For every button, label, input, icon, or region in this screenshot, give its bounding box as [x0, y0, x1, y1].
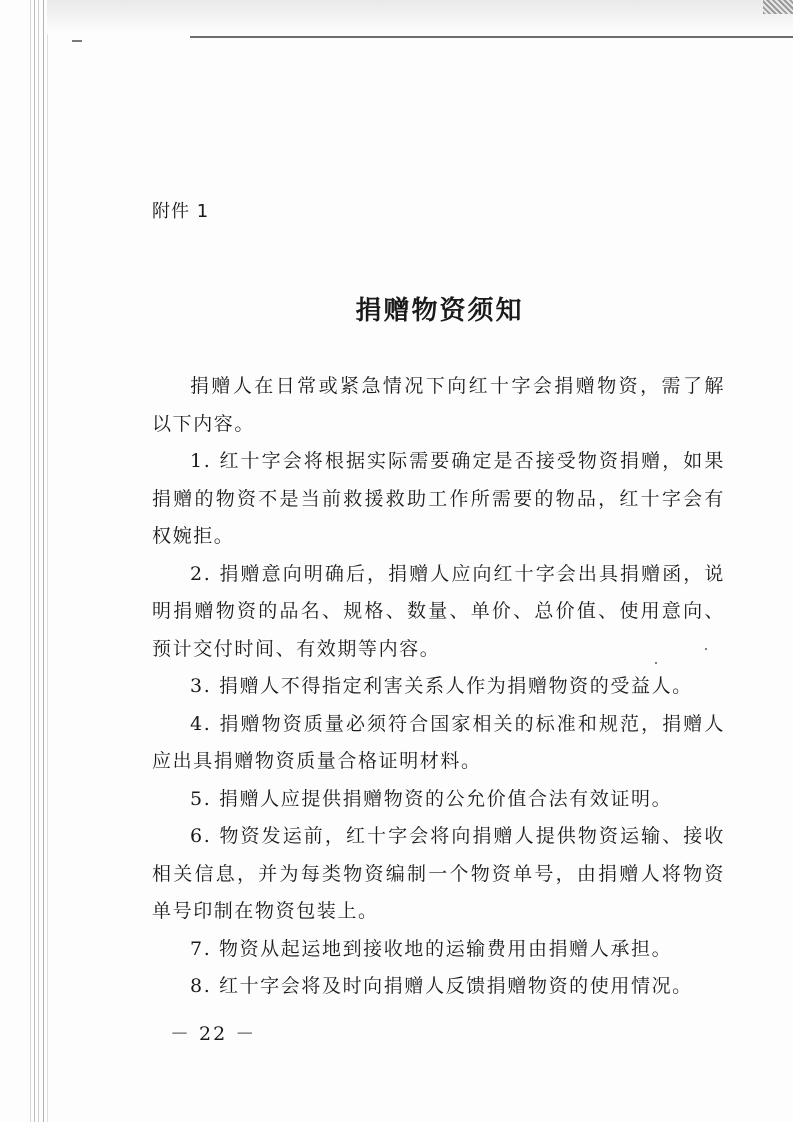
item-paragraph-1: 1. 红十字会将根据实际需要确定是否接受物资捐赠，如果捐赠的物资不是当前救援救助工作所需要的物品，红十字会有权婉拒。: [152, 450, 725, 547]
scan-speck: [655, 662, 657, 664]
paper-edge: [30, 0, 31, 1122]
intro-paragraph: 捐赠人在日常或紧急情况下向红十字会捐赠物资，需了解以下内容。: [152, 375, 725, 435]
scan-shadow: [47, 0, 793, 34]
document-body: [152, 368, 725, 1006]
scan-speck: [705, 648, 707, 650]
scan-top-mark: [72, 40, 82, 42]
item-paragraph-4: 4. 捐赠物资质量必须符合国家相关的标准和规范，捐赠人应出具捐赠物资质量合格证明材料。: [152, 712, 725, 772]
scan-top-line: [190, 36, 793, 38]
page-number: － 22 －: [170, 1023, 257, 1045]
scan-corner-mark: [763, 0, 793, 14]
attachment-label: 附件 1: [152, 201, 210, 222]
paper-edge: [47, 0, 48, 1122]
item-paragraph-8: 8. 红十字会将及时向捐赠人反馈捐赠物资的使用情况。: [190, 975, 693, 997]
paper-edge: [43, 0, 44, 1122]
paper-edge: [34, 0, 35, 1122]
paper-edge: [38, 0, 39, 1122]
item-paragraph-6: 6. 物资发运前，红十字会将向捐赠人提供物资运输、接收相关信息，并为每类物资编制一个物资单号，由捐赠人将物资单号印制在物资包装上。: [152, 825, 725, 922]
item-paragraph-2: 2. 捐赠意向明确后，捐赠人应向红十字会出具捐赠函，说明捐赠物资的品名、规格、数量、单价、总价值、使用意向、预计交付时间、有效期等内容。: [152, 562, 725, 660]
document-title: 捐赠物资须知: [355, 296, 524, 326]
item-paragraph-7: 7. 物资从起运地到接收地的运输费用由捐赠人承担。: [190, 937, 673, 960]
item-paragraph-3: 3. 捐赠人不得指定利害关系人作为捐赠物资的受益人。: [190, 675, 693, 697]
item-paragraph-5: 5. 捐赠人应提供捐赠物资的公允价值合法有效证明。: [190, 787, 673, 810]
